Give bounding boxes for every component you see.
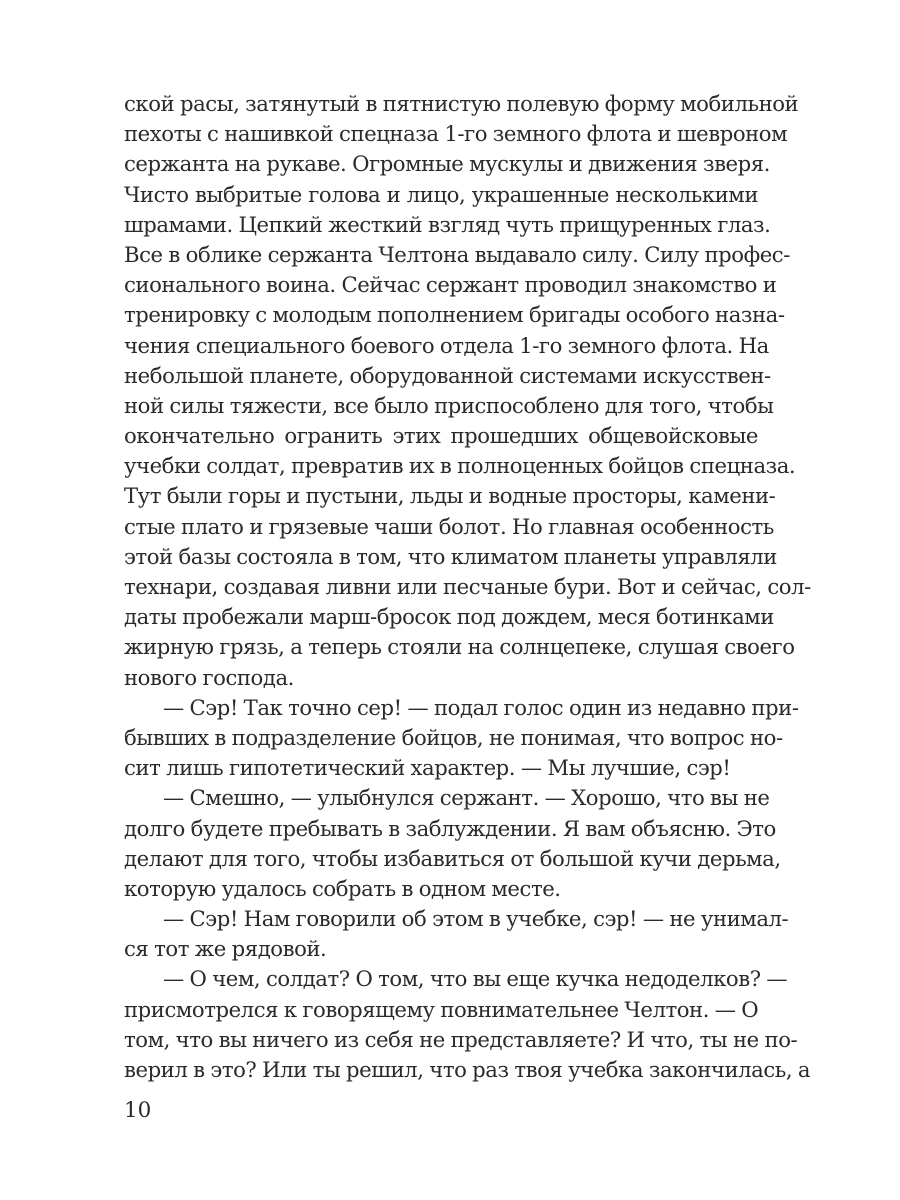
text-line: окончательно огранить этих прошедших общевойсковые <box>124 423 758 449</box>
text-line: — Смешно, — улыбнулся сержант. — Хорошо, что вы не <box>163 785 770 811</box>
text-line: — Сэр! Нам говорили об этом в учебке, сэр! — не унимал- <box>163 906 789 932</box>
text-line: технари, создавая ливни или песчаные бури. Вот и сейчас, сол- <box>124 574 811 599</box>
text-line: тренировку с молодым пополнением бригады особого назна- <box>124 302 785 328</box>
page-number: 10 <box>124 1098 152 1123</box>
text-line: сионального воина. Сейчас сержант проводил знакомство и <box>124 272 777 298</box>
text-line: Чисто выбритые голова и лицо, украшенные несколькими <box>124 181 758 207</box>
text-line: этой базы состояла в том, что климатом планеты управляли <box>124 543 777 569</box>
text-line: пехоты с нашивкой спецназа 1-го земного флота и шевроном <box>124 121 788 147</box>
paragraph <box>124 964 811 1085</box>
text-line: жирную грязь, а теперь стояли на солнцепеке, слушая своего <box>124 634 795 660</box>
text-line: — О чем, солдат? О том, что вы еще кучка недоделков? — <box>163 966 788 992</box>
text-line: том, что вы ничего из себя не представляете? И что, ты не по- <box>124 1026 798 1052</box>
text-line: Тут были горы и пустыни, льды и водные просторы, камени- <box>124 483 776 509</box>
text-line: — Сэр! Так точно сер! — подал голос один из недавно при- <box>163 694 799 720</box>
text-line: присмотрелся к говорящему повнимательнее Челтон. — О <box>124 996 759 1022</box>
text-line: Все в облике сержанта Челтона выдавало силу. Силу профес- <box>124 241 790 267</box>
text-line: ся тот же рядовой. <box>124 936 327 962</box>
text-line: сит лишь гипотетический характер. — Мы лучшие, сэр! <box>124 755 731 781</box>
text-line: шрамами. Цепкий жесткий взгляд чуть прищуренных глаз. <box>124 211 771 237</box>
paragraph <box>124 904 789 964</box>
text-line: чения специального боевого отдела 1-го земного флота. На <box>124 332 769 358</box>
text-line: долго будете пребывать в заблуждении. Я вам объясню. Это <box>124 815 776 841</box>
text-line: сержанта на рукаве. Огромные мускулы и движения зверя. <box>124 151 770 177</box>
text-line: учебки солдат, превратив их в полноценных бойцов спецназа. <box>124 453 796 479</box>
text-line: верил в это? Или ты решил, что раз твоя учебка закончилась, а <box>124 1057 811 1082</box>
text-line: небольшой планете, оборудованной системами искусствен- <box>124 362 771 388</box>
paragraph <box>124 783 781 904</box>
book-page-text <box>124 89 811 1085</box>
text-line: ской расы, затянутый в пятнистую полевую форму мобильной <box>124 91 799 116</box>
text-line: бывших в подразделение бойцов, не понимая, что вопрос но- <box>124 724 783 750</box>
paragraph <box>124 89 811 693</box>
text-line: делают для того, чтобы избавиться от большой кучи дерьма, <box>124 845 781 871</box>
text-line: стые плато и грязевые чаши болот. Но главная особенность <box>124 513 774 539</box>
paragraph <box>124 693 799 784</box>
text-line: ной силы тяжести, все было приспособлено для того, чтобы <box>124 392 774 418</box>
text-line: даты пробежали марш-бросок под дождем, меся ботинками <box>124 604 774 630</box>
text-line: нового господа. <box>124 664 294 690</box>
text-line: которую удалось собрать в одном месте. <box>124 875 561 901</box>
